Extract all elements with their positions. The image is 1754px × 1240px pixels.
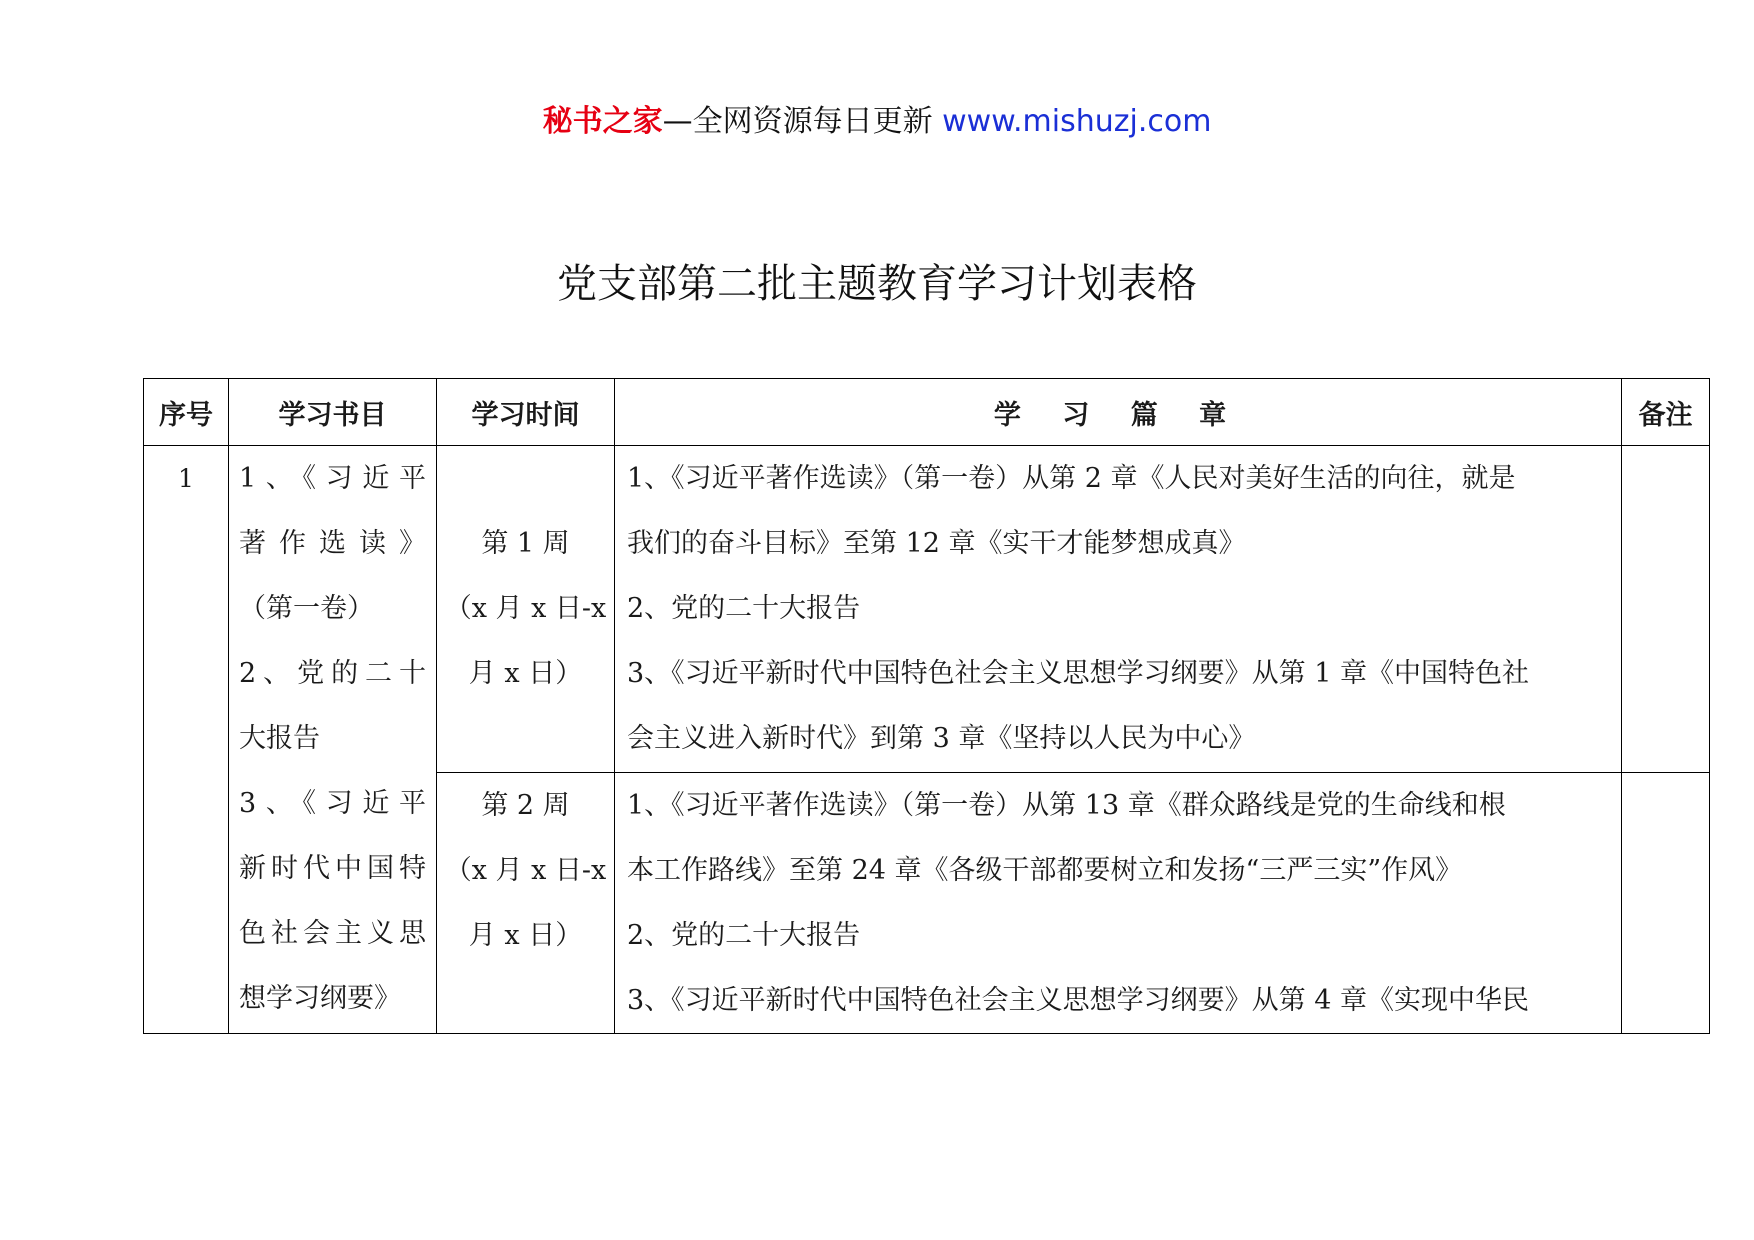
site-banner: [0, 102, 1754, 142]
chapter-line: 3、《习近平新时代中国特色社会主义思想学习纲要》从第 1 章《中国特色社: [627, 658, 1530, 689]
books-line: 想学习纲要》: [239, 983, 401, 1014]
banner-url-link[interactable]: www.mishuzj.com: [942, 104, 1212, 139]
chapters-cell-week-1: [615, 446, 1622, 773]
books-line: 著作选读》: [239, 528, 426, 559]
table-header-row: [144, 379, 1710, 446]
table-row: [144, 446, 1710, 773]
time-cell-week-1: [437, 446, 615, 773]
books-line: 3、《习近平: [239, 788, 426, 819]
time-line: 月 x 日）: [468, 658, 583, 689]
chapter-line: 2、党的二十大报告: [627, 593, 861, 624]
notes-cell-week-2: [1622, 773, 1710, 1034]
page-title: 党支部第二批主题教育学习计划表格: [557, 261, 1197, 307]
seq-cell: 1: [144, 446, 229, 1034]
books-line: 色社会主义思: [239, 918, 426, 949]
time-line: （x 月 x 日-x: [444, 593, 607, 624]
time-line: 第 2 周: [481, 790, 570, 821]
time-line: （x 月 x 日-x: [444, 855, 607, 886]
books-line: 2、党的二十: [239, 658, 426, 689]
notes-cell-week-1: [1622, 446, 1710, 773]
time-line: 第 1 周: [481, 528, 570, 559]
chapter-line: 2、党的二十大报告: [627, 920, 861, 951]
books-line: （第一卷）: [239, 593, 374, 624]
banner-tagline: —全网资源每日更新: [662, 104, 943, 139]
header-time: 学习时间: [437, 379, 615, 446]
chapter-line: 3、《习近平新时代中国特色社会主义思想学习纲要》从第 4 章《实现中华民: [627, 985, 1530, 1016]
header-chapters: 学 习 篇 章: [615, 379, 1622, 446]
books-line: 大报告: [239, 723, 320, 754]
chapter-line: 1、《习近平著作选读》（第一卷）从第 13 章《群众路线是党的生命线和根: [627, 790, 1506, 821]
time-cell-week-2: [437, 773, 615, 1034]
time-line: 月 x 日）: [468, 920, 583, 951]
header-books: 学习书目: [229, 379, 437, 446]
banner-brand: 秘书之家: [542, 104, 663, 139]
study-plan-table: [143, 378, 1710, 1034]
chapter-line: 1、《习近平著作选读》（第一卷）从第 2 章《人民对美好生活的向往，就是: [627, 463, 1516, 494]
chapter-line: 本工作路线》至第 24 章《各级干部都要树立和发扬“三严三实”作风》: [627, 855, 1463, 886]
header-seq: 序号: [144, 379, 229, 446]
chapter-line: 会主义进入新时代》到第 3 章《坚持以人民为中心》: [627, 723, 1256, 754]
books-line: 1、《习近平: [239, 463, 426, 494]
chapters-cell-week-2: [615, 773, 1622, 1034]
chapter-line: 我们的奋斗目标》至第 12 章《实干才能梦想成真》: [627, 528, 1246, 559]
books-cell: [229, 446, 437, 1034]
header-notes: 备注: [1622, 379, 1710, 446]
books-line: 新时代中国特: [239, 853, 426, 884]
